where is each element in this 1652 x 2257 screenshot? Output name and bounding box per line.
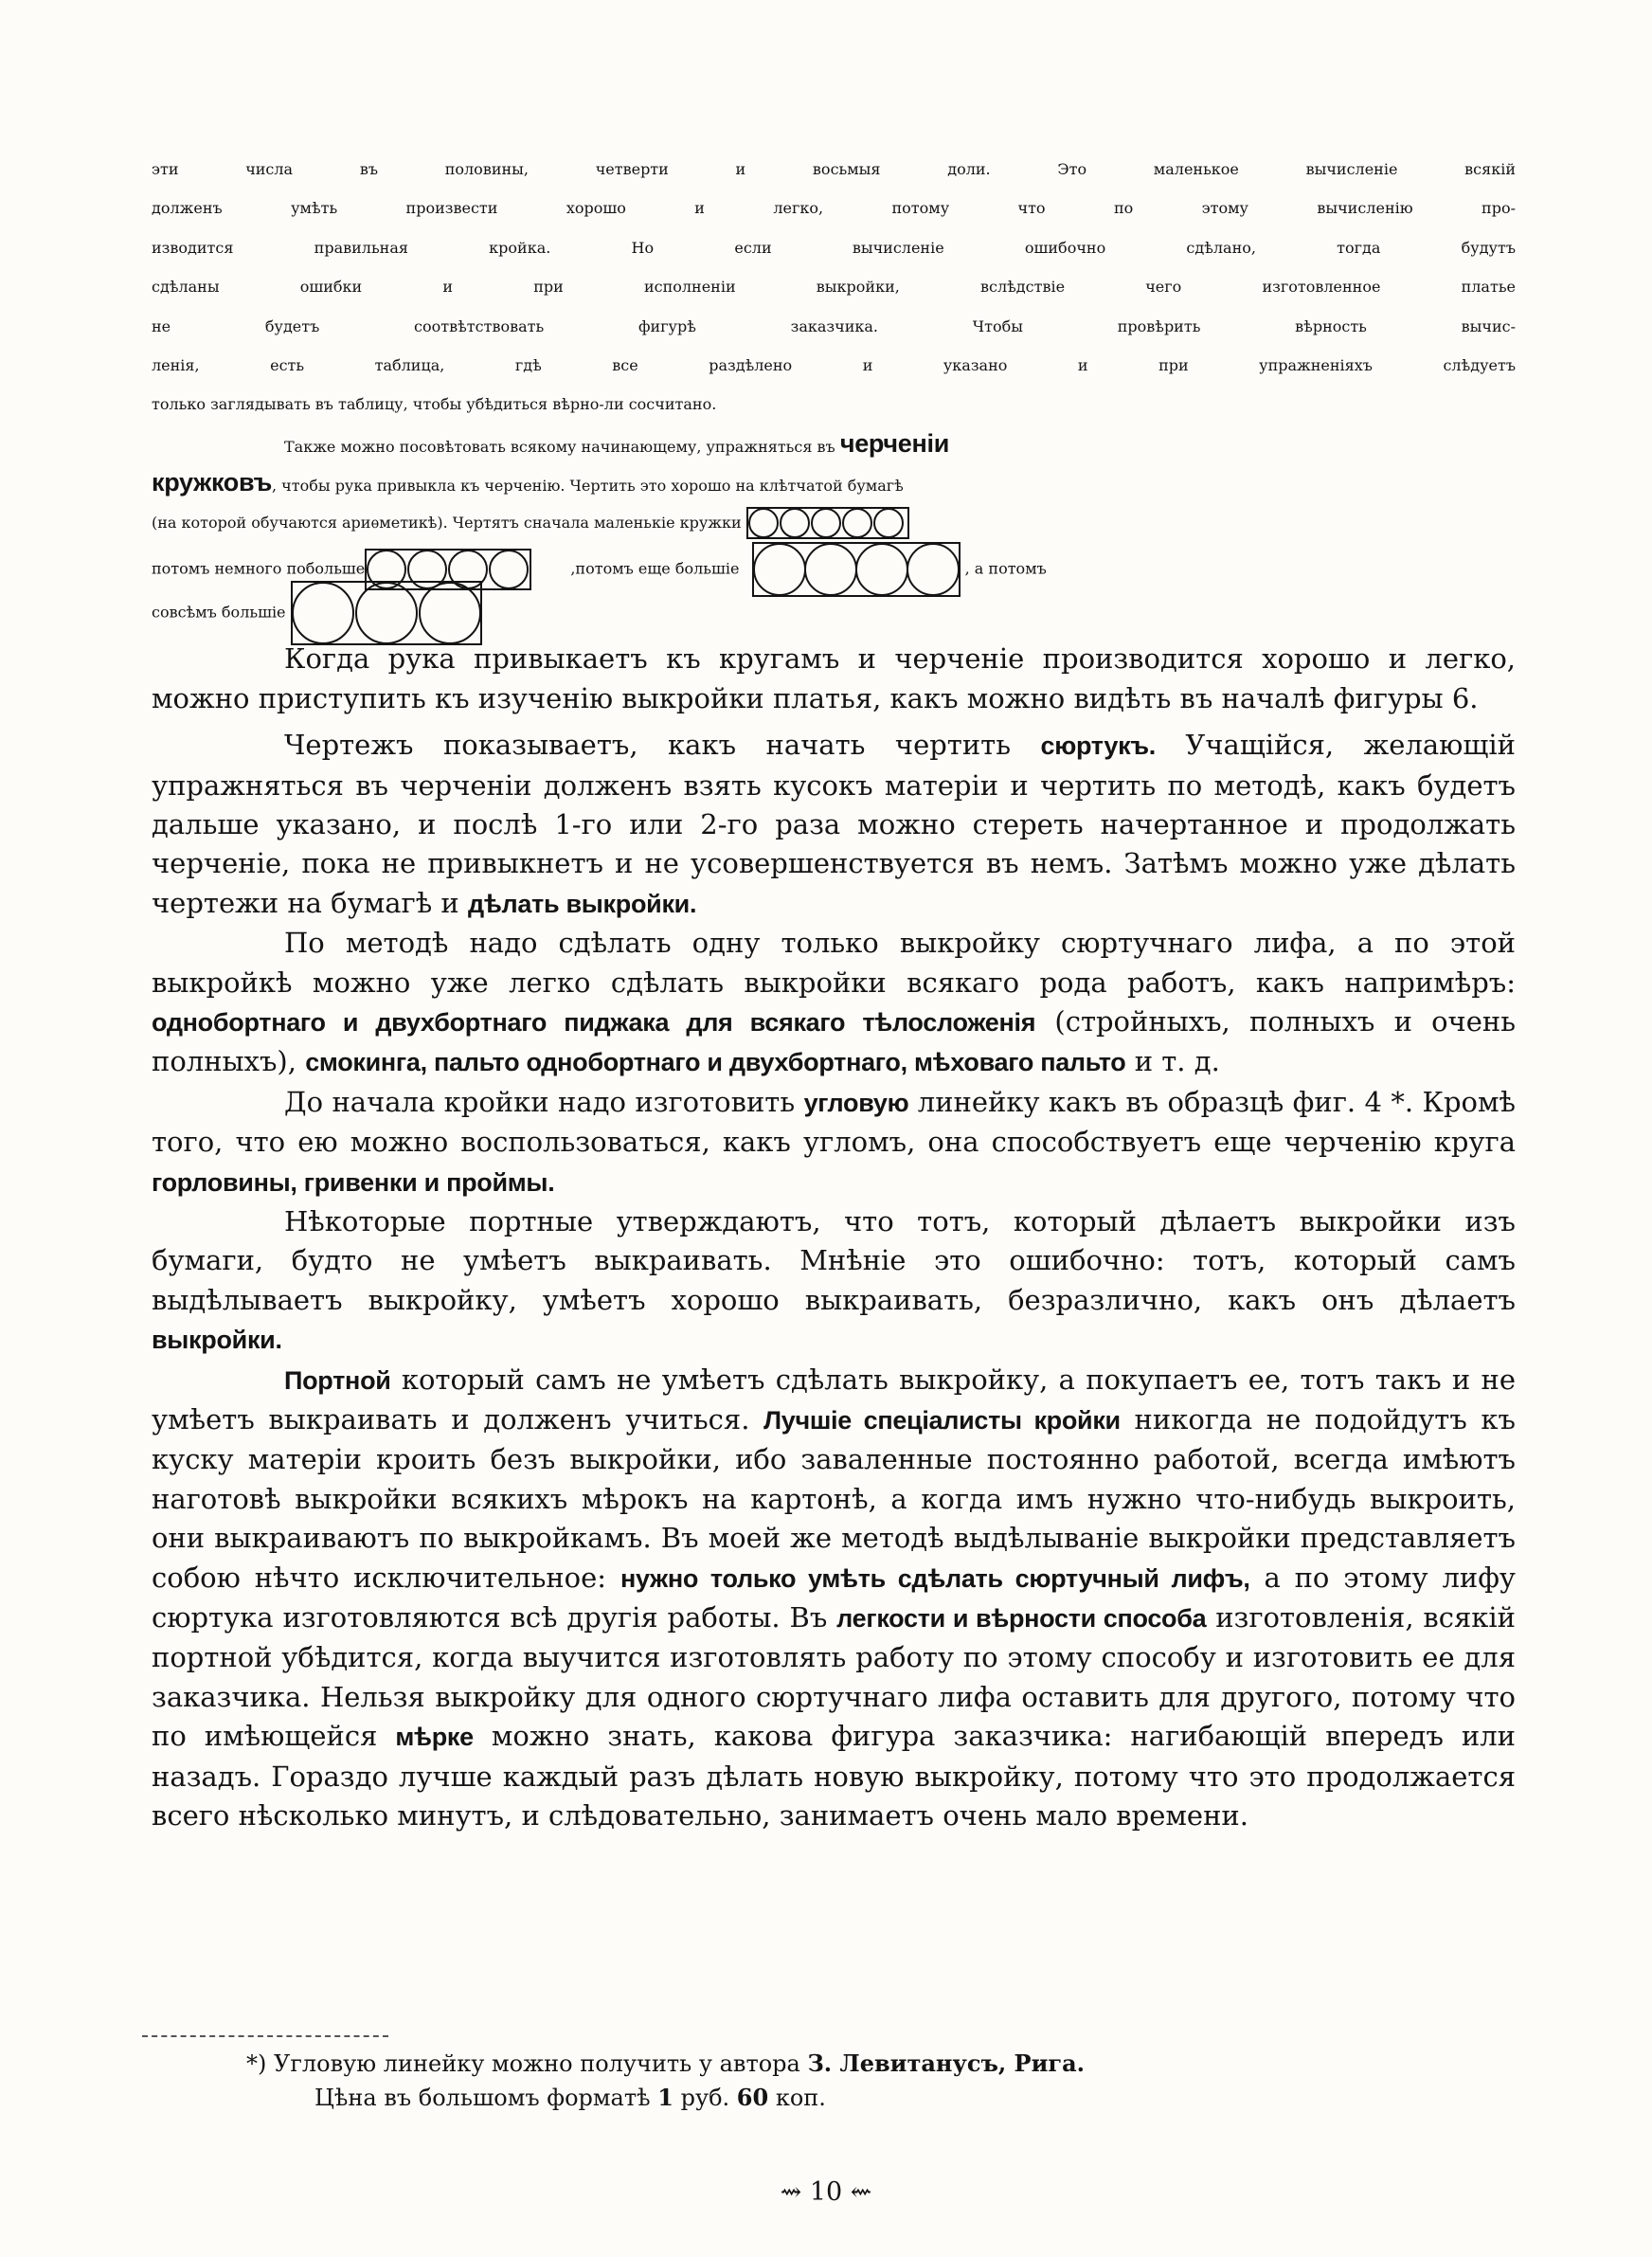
- bold-run: мѣрке: [395, 1723, 474, 1752]
- bold-run: Лучшіе спеціалисты кройки: [763, 1406, 1121, 1435]
- text-run: можно знать, какова фигура заказчика: нагибающій впередъ или назадъ. Гораздо лучше каждый разъ дѣлать новую выкройку, потому что это продолжается всего нѣсколько минутъ, и слѣдовательно, занимаетъ очень мало времени.: [152, 1720, 1517, 1833]
- text-line: не будетъ соотвѣтствовать фигурѣ заказчика. Чтобы провѣрить вѣрность вычис-: [152, 316, 1516, 335]
- paragraph-7: [152, 1202, 1516, 1361]
- footnote-line-1: [246, 2047, 1085, 2081]
- paragraph-3: Когда рука привыкаетъ къ кругамъ и черченіе производится хорошо и легко, можно приступить къ изученію выкройки платья, какъ можно видѣть въ началѣ фигуры 6.: [152, 642, 1516, 714]
- bold-run: 60: [736, 2084, 769, 2111]
- largest-circles-figure: [291, 581, 482, 645]
- text-line: [152, 542, 1516, 581]
- footnote-line-2: [246, 2081, 1085, 2115]
- text-run: линейку какъ въ образцѣ фиг. 4 *. Кромѣ того, что ею можно воспользоваться, какъ угломъ, она способствуетъ еще черченію круга: [152, 1085, 1517, 1159]
- right-ornament-icon: ⇜: [850, 2177, 872, 2207]
- bold-run: однобортнаго и двухбортнаго пиджака для всякаго тѣлосложенія: [152, 1007, 1036, 1037]
- text-line: только заглядывать въ таблицу, чтобы убѣдиться вѣрно-ли сосчитано.: [152, 395, 717, 414]
- text-run: который самъ не умѣетъ сдѣлать выкройку, а покупаетъ ее, тотъ такъ и не умѣетъ выкраивать и долженъ учиться.: [152, 1363, 1517, 1436]
- bold-run: выкройки.: [152, 1326, 282, 1355]
- text-run: никогда не подойдутъ къ куску матеріи кроить безъ выкройки, ибо заваленные постоянно работой, всегда имѣютъ наготовѣ выкройки всякихъ мѣрокъ на картонѣ, а когда имъ нужно что-нибудь выкроить, они выкраиваютъ по выкройкамъ. Въ моей же методѣ выдѣлываніе выкройки представляетъ собою нѣчто исключительное:: [152, 1403, 1517, 1594]
- text-run: совсѣмъ большіе: [152, 603, 286, 622]
- bold-run: З. Левитанусъ, Рига.: [807, 2049, 1086, 2077]
- paragraph-2: [152, 424, 1516, 637]
- text-run: руб.: [680, 2085, 730, 2111]
- paragraph-4: [152, 726, 1516, 924]
- bold-run: кружковъ: [152, 468, 272, 497]
- text-run: потомъ немного побольше: [152, 559, 366, 578]
- footnote-divider: [142, 2035, 388, 2037]
- text-line: [152, 424, 1516, 463]
- text-run: коп.: [775, 2085, 826, 2111]
- text-run: Цѣна въ большомъ форматѣ: [314, 2085, 651, 2111]
- text-run: ,потомъ еще большіе: [570, 559, 740, 578]
- text-run: изготовленія, всякій портной убѣдится, когда выучится изготовлять работу по этому способу и изготовить ее для заказчика. Нельзя выкройку для одного сюртучнаго лифа оставить для другого, потому что по имѣющейся: [152, 1601, 1517, 1753]
- paragraph-1: [152, 150, 1516, 424]
- paragraph-8: [152, 1361, 1516, 1836]
- text-run: (стройныхъ, полныхъ и очень полныхъ),: [152, 1004, 1516, 1078]
- text-run: а по этому лифу сюртука изготовляются всѣ другія работы. Въ: [152, 1561, 1516, 1634]
- text-run: Учащійся, желающій упражняться въ черченіи долженъ взять кусокъ матеріи и чертить по методѣ, какъ будетъ дальше указано, и послѣ 1-го или 2-го раза можно стереть начертанное и продолжать черченіе, пока не привыкнетъ и не усовершенствуется въ немъ. Затѣмъ можно уже дѣлать чертежи на бумагѣ и: [152, 729, 1516, 919]
- text-run: Нѣкоторые портные утверждаютъ, что тотъ, который дѣлаетъ выкройки изъ бумаги, будто не умѣетъ выкраивать. Мнѣніе это ошибочно: тотъ, который самъ выдѣлываетъ выкройку, умѣетъ хорошо выкраивать, безразлично, какъ онъ дѣлаетъ: [152, 1204, 1516, 1316]
- text-run: Также можно посовѣтовать всякому начинающему, упражняться въ: [284, 437, 835, 456]
- small-circles-figure: [746, 507, 909, 539]
- text-run: Чертежъ показываетъ, какъ начать чертить: [284, 729, 1012, 762]
- bold-run: нужно только умѣть сдѣлать сюртучный лифъ,: [620, 1563, 1250, 1593]
- text-line: [152, 503, 1516, 542]
- bold-run: Портной: [284, 1365, 391, 1395]
- large-circles-figure: [752, 542, 961, 597]
- text-run: По методѣ надо сдѣлать одну только выкройку сюртучнаго лифа, а по этой выкройкѣ можно уже легко сдѣлать выкройки всякаго рода работъ, какъ напримѣръ:: [152, 927, 1516, 999]
- text-run: и т. д.: [1134, 1045, 1220, 1078]
- text-run: , чтобы рука привыкла къ черченію. Чертить это хорошо на клѣтчатой бумагѣ: [272, 477, 904, 496]
- paragraph-6: [152, 1083, 1516, 1202]
- bold-run: сюртукъ.: [1040, 731, 1156, 761]
- text-line: ленія, есть таблица, гдѣ все раздѣлено и указано и при упражненіяхъ слѣдуетъ: [152, 355, 1516, 374]
- text-run: , а потомъ: [964, 559, 1047, 578]
- left-ornament-icon: ⇝: [780, 2177, 802, 2207]
- page-number-value: 10: [809, 2177, 843, 2207]
- footnote: [246, 2047, 1085, 2115]
- text-line: сдѣланы ошибки и при исполненіи выкройки, вслѣдствіе чего изготовленное платье: [152, 278, 1516, 297]
- bold-run: горловины, гривенки и проймы.: [152, 1167, 555, 1197]
- text-run: (на которой обучаются ариѳметикѣ). Чертятъ сначала маленькіе кружки: [152, 513, 742, 532]
- bold-run: черченіи: [839, 428, 950, 458]
- text-line: эти числа въ половины, четверти и восьмыя доли. Это маленькое вычисленіе всякій: [152, 160, 1516, 178]
- text-line: изводится правильная кройка. Но если вычисленіе ошибочно сдѣлано, тогда будутъ: [152, 238, 1516, 257]
- bold-run: угловую: [803, 1088, 909, 1117]
- text-run: До начала кройки надо изготовить: [284, 1085, 796, 1118]
- bold-run: 1: [657, 2084, 673, 2111]
- page-body: [152, 150, 1516, 1835]
- bold-run: легкости и вѣрности способа: [836, 1604, 1207, 1634]
- text-line: долженъ умѣть произвести хорошо и легко, потому что по этому вычисленію про-: [152, 199, 1516, 218]
- paragraph-5: [152, 924, 1516, 1083]
- page-number: [0, 2177, 1652, 2207]
- bold-run: смокинга, пальто однобортнаго и двухбортнаго, мѣховаго пальто: [305, 1048, 1126, 1077]
- text-line: [152, 463, 1516, 502]
- bold-run: дѣлать выкройки.: [467, 889, 697, 918]
- text-run: *) Угловую линейку можно получить у автора: [246, 2050, 800, 2077]
